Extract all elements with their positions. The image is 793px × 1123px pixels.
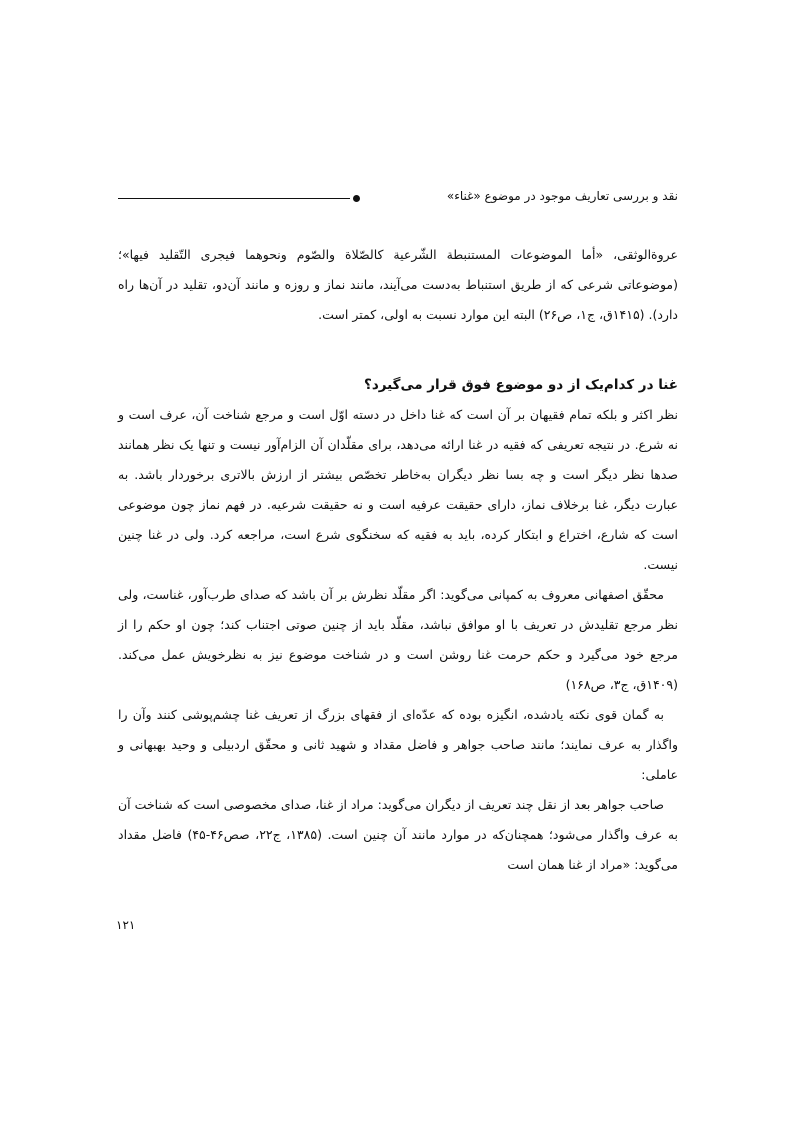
header-rule: [118, 198, 350, 200]
paragraph: عروة‌الوثقی، «أما الموضوعات المستنبطة الشّرعیة کالصّلاة والصّوم ونحوهما فیجری التّقلید فیها»؛ (موضوعاتی شرعی که از طریق استنباط به‌دست می‌آیند، مانند نماز و روزه و مانند آن‌دو، تقلید در آن‌ها راه دارد). (۱۴۱۵ق، ج۱، ص۲۶) البته این موارد نسبت به اولی، کمتر است.: [118, 247, 678, 322]
bullet-icon: [353, 195, 360, 202]
paragraph: محقّق اصفهانی معروف به کمپانی می‌گوید: اگر مقلّد نظرش بر آن باشد که صدای طرب‌آور، غناست، ولی نظر مرجع تقلیدش در تعریف با او موافق نباشد، مقلّد باید از چنین صوتی اجتناب کند؛ چون او حکم را از مرجع خود می‌گیرد و حکم حرمت غنا روشن است و در شناخت موضوع نیز به نظرخویش عمل می‌کند. (۱۴۰۹ق، ج۳، ص۱۶۸): [118, 587, 678, 692]
running-header: [118, 186, 678, 210]
paragraph: صاحب جواهر بعد از نقل چند تعریف از دیگران می‌گوید: مراد از غنا، صدای مخصوصی است که شناخت آن به عرف واگذار می‌شود؛ همچنان‌که در موارد مانند آن چنین است. (۱۳۸۵، ج۲۲، صص۴۶-۴۵) فاضل مقداد می‌گوید: «مراد از غنا همان است: [118, 797, 679, 872]
paragraph: نظر اکثر و بلکه تمام فقیهان بر آن است که غنا داخل در دسته اوّل است و مرجع شناخت آن، عرف است و نه شرع. در نتیجه تعریفی که فقیه در غنا ارائه می‌دهد، برای مقلّدان آن الزام‌آور نیست و تنها یک نظر همانند صدها نظر دیگر است و چه بسا نظر دیگران به‌خاطر تخصّص بیشتر از ارزش بالاتری برخوردار باشد. به عبارت دیگر، غنا برخلاف نماز، دارای حقیقت عرفیه است و نه حقیقت شرعیه. در فهم نماز چون موضوعی است که شارع، اختراع و ابتکار کرده، باید به فقیه که سخنگوی شرع است، مراجعه کرد. ولی در غنا چنین نیست.: [118, 407, 678, 572]
running-header-title: نقد و بررسی تعاریف موجود در موضوع «غناء»: [446, 189, 678, 203]
paragraph: به گمان قوی نکته یادشده، انگیزه بوده که عدّه‌ای از فقهای بزرگ از تعریف غنا چشم‌پوشی کنند وآن را واگذار به عرف نمایند؛ مانند صاحب جواهر و فاضل مقداد و شهید ثانی و محقّق اردبیلی و وحید بهبهانی و عاملی:: [118, 707, 678, 782]
page-body: [118, 240, 678, 880]
section-heading: غنا در کدام‌یک از دو موضوع فوق قرار می‌گیرد؟: [364, 377, 678, 393]
page-number: ۱۲۱: [116, 918, 136, 932]
